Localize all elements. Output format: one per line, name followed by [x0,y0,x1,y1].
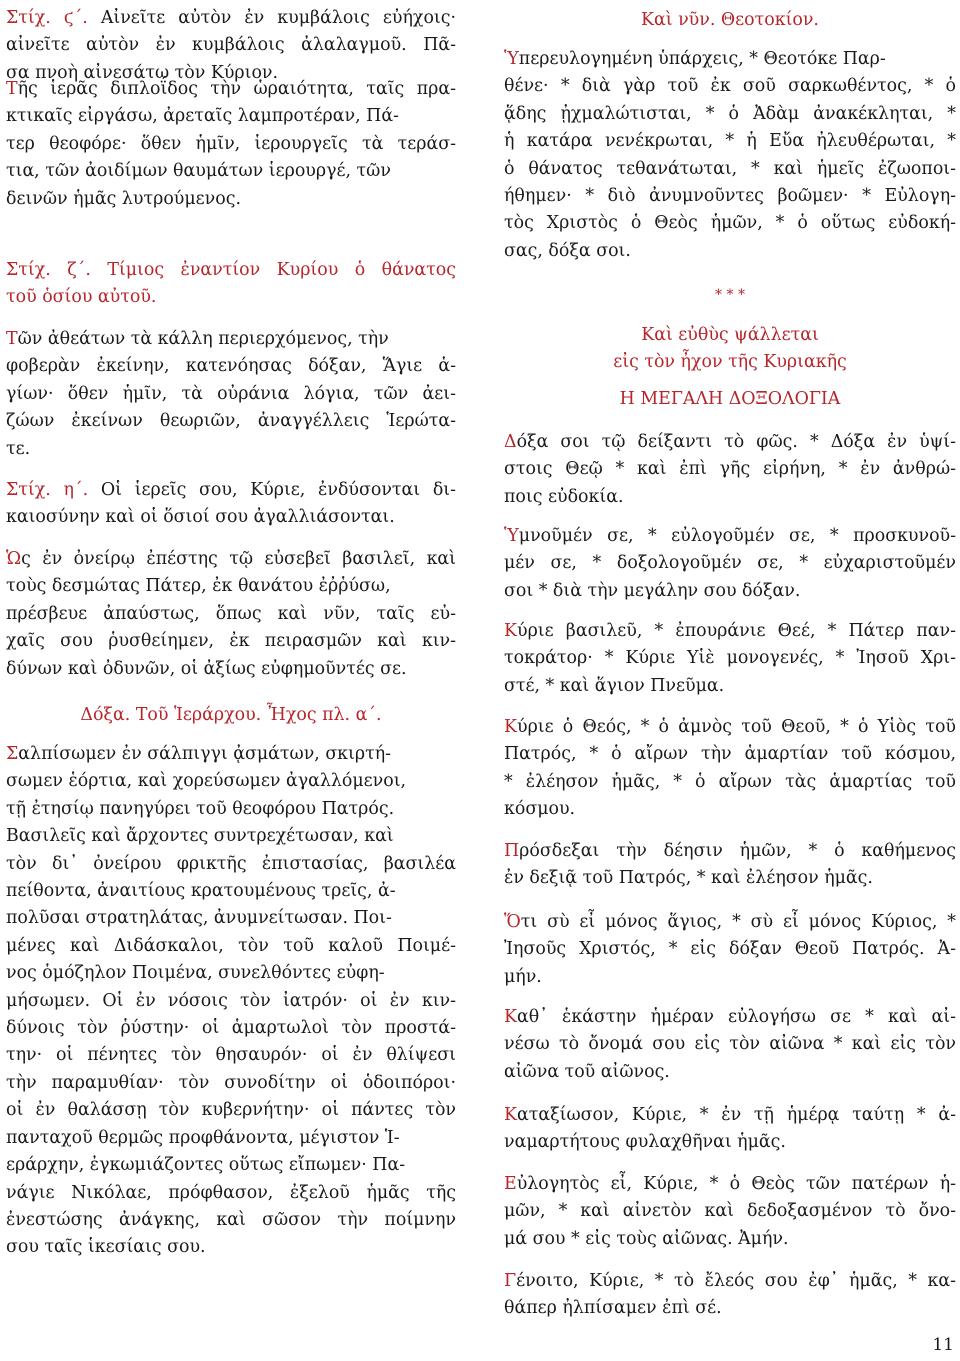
text-line: ποις εὐδοκία. [504,486,624,507]
rubric-heading [504,386,956,413]
text-line: Οἱ ἱερεῖς σου, Κύριε, ἐνδύσονται δι- [100,480,456,500]
text-line: πολῦσαι στρατηλάτας, ἀνυμνείτωσαν. Ποι- [6,908,392,929]
text-line: τὸν δι᾽ ὀνείρου φρικτῆς ἐπιστασίας, βασιλέα [6,853,456,874]
text-line: ναμαρτήτους φυλαχθῆναι ἡμᾶς. [504,1132,786,1153]
text-line: την· οἱ πένητες τὸν θησαυρόν· οἱ ἐν θλίψεσι [6,1045,456,1066]
red-initial: Κ [504,1007,517,1027]
hymn-paragraph [504,429,956,511]
page-number: 11 [932,1335,954,1355]
text-line: κτικαῖς εἰργάσω, ἀρεταῖς λαμπροτέραν, Πά- [6,106,399,127]
text-line: χαῖς σου ῥυσθείημεν, ἐκ πειρασμῶν καὶ κιν- [6,631,456,652]
hymn-paragraph [504,1004,956,1086]
text-line: μνοῦμέν σε, * εὐλογοῦμέν σε, * προσκυνοῦ- [518,526,956,546]
rubric-heading [504,322,956,377]
text-line: Καὶ νῦν. Θεοτοκίον. [641,10,819,30]
red-initial: Ὑ [504,49,519,69]
text-line: ἡ κατάρα νενέκρωται, * ἡ Εὔα ἠλευθέρωται, * [504,131,956,152]
text-line: ἐν δεξιᾷ τοῦ Πατρός, * καὶ ἐλέησον ἡμᾶς. [504,868,873,889]
text-line: σα πνοὴ αἰνεσάτω τὸν Κύριον. [6,62,279,83]
text-line: πείθοντα, ἀναιτίους κρατουμένους τρεῖς, ἀ- [6,881,396,902]
hymn-paragraph [6,546,456,683]
text-line: τοὺς δεσμώτας Πάτερ, ἐκ θανάτου ἐῤῥύσω, [6,576,391,597]
text-line: Καὶ εὐθὺς ψάλλεται [641,325,819,345]
hymn-paragraph [504,714,956,824]
text-line: ὁ θάνατος τεθανάτωται, * καὶ ἡμεῖς ἐζωοποι- [504,158,956,179]
text-line: καιοσύνην καὶ οἱ ὅσιοί σου ἀγαλλιάσονται. [6,507,395,528]
hymn-paragraph [6,76,456,213]
verse-line [6,5,456,87]
text-line: ῆς ἱερᾶς διπλοΐδος τὴν ὡραιότητα, ταῖς πρα- [17,79,456,99]
rubric-heading [504,7,956,34]
text-line: φοβερὰν ἐκείνην, κατενόησας δόξαν, Ἅγιε ἁ- [6,356,456,377]
hymn-paragraph [504,46,956,265]
text-line: γίων· ὅθεν ἡμῖν, τὰ οὐράνια λόγια, τῶν ἀει- [6,383,456,404]
text-line: εράρχην, ἐγκωμιάζοντες οὕτως εἴπωμεν· Πα- [6,1155,406,1176]
text-line: ᾅδης ᾐχμαλώτισται, * ὁ Ἀδὰμ ἀνακέκληται, * [504,103,956,124]
text-line: σου ταῖς ἱκεσίαις σου. [6,1237,206,1258]
text-line: μῶν, * καὶ αἰνετὸν καὶ δεδοξασμένον τὸ ὄνο- [504,1201,956,1222]
text-line: Δόξα. Τοῦ Ἱεράρχου. Ἦχος πλ. α΄. [80,705,382,725]
verse-line [6,257,456,312]
text-line: μά σου * εἰς τοὺς αἰῶνας. Ἀμήν. [504,1228,789,1249]
text-line: Πατρός, * ὁ αἴρων τὴν ἁμαρτίαν τοῦ κόσμου, [504,744,956,765]
red-initial: Ὡ [6,549,22,569]
text-line: αταξίωσον, Κύριε, * ἐν τῇ ἡμέρᾳ ταύτῃ * ἀ- [517,1105,956,1125]
text-line: στοις Θεῷ * καὶ ἐπὶ γῆς εἰρήνη, * ἐν ἀνθρώ- [504,459,956,480]
text-line: νέσω τὸ ὄνομά σου εἰς τὸν αἰῶνα * καὶ εἰς τὸν [504,1034,956,1055]
text-line: τῇ ἐτησίῳ πανηγύρει τοῦ θεοφόρου Πατρός. [6,798,395,819]
text-line: Ἰησοῦς Χριστός, * εἰς δόξαν Θεοῦ Πατρός. Ἀ- [504,939,956,960]
red-initial: Δ [504,432,517,452]
text-line: στέ, * καὶ ἅγιον Πνεῦμα. [504,675,725,696]
text-line: δεινῶν ἡμᾶς λυτρούμενος. [6,188,241,209]
text-line: τὴν παραμυθίαν· τὸν συνοδίτην οἱ ὁδοιπόροι· [6,1072,456,1093]
verse-label: Στίχ. η΄. [6,480,101,500]
red-initial: Τ [6,79,18,99]
text-line: ὐλογητὸς εἶ, Κύριε, * ὁ Θεὸς τῶν πατέρων ἡ- [516,1174,956,1194]
text-line: ήθημεν· * διὸ ἀνυμνοῦντες βοῶμεν· * Εὐλογη- [504,186,956,207]
text-line: αἰῶνα τοῦ αἰῶνος. [504,1061,670,1082]
hymn-paragraph [504,1268,956,1323]
red-initial: Ε [504,1174,517,1194]
text-line: σοι * διὰ τὴν μεγάλην σου δόξαν. [504,580,801,601]
text-line: τοκράτορ· * Κύριε Υἱὲ μονογενές, * Ἰησοῦ Χρι- [504,648,956,669]
text-line: μένες καὶ Διδάσκαλοι, τὸν τοῦ καλοῦ Ποιμέ- [6,935,456,956]
text-line: τι σὺ εἶ μόνος ἅγιος, * σὺ εἶ μόνος Κύριος, * [520,912,956,932]
text-line: τια, τῶν ἀοιδίμων θαυμάτων ἱερουργέ, τῶν [6,161,391,182]
text-line: τὸς Χριστὸς ὁ Θεὸς ἡμῶν, * ὁ οὕτως εὐδοκή- [504,213,956,234]
red-initial: Τ [6,329,18,349]
hymn-paragraph [504,1102,956,1157]
text-line: μήν. [504,966,542,987]
text-line: Βασιλεῖς καὶ ἄρχοντες συντρεχέτωσαν, καὶ [6,826,394,847]
text-line: περευλογημένη ὑπάρχεις, * Θεοτόκε Παρ- [518,49,886,69]
text-line: αθ᾽ ἑκάστην ἡμέραν εὐλογήσω σε * καὶ αἰ- [517,1007,956,1027]
text-line: ρόσδεξαι τὴν δέησιν ἡμῶν, * ὁ καθήμενος [519,841,956,861]
hymn-paragraph [6,326,456,463]
hymn-paragraph [504,909,956,991]
red-initial: Ὑ [504,526,519,546]
hymn-paragraph [504,838,956,893]
rubric-heading [504,282,956,309]
verse-label: Στίχ. ϛ΄. [6,8,101,28]
text-line: τοῦ ὁσίου αὐτοῦ. [6,287,157,308]
hymn-paragraph [504,618,956,700]
text-line: οἱ ἐν θαλάσσῃ τὸν κυβερνήτην· οἱ πάντες τὸν [6,1100,456,1121]
rubric-heading [6,702,456,729]
text-line: Η ΜΕΓΑΛΗ ΔΟΞΟΛΟΓΙΑ [619,389,841,409]
text-line: σας, δόξα σοι. [504,240,631,261]
text-line: κόσμου. [504,799,576,820]
red-initial: Κ [504,717,517,737]
text-line: μήσωμεν. Οἱ ἐν νόσοις τὸν ἰατρόν· οἱ ἐν κιν- [6,990,456,1011]
text-line: ύριε ὁ Θεός, * ὁ ἀμνὸς τοῦ Θεοῦ, * ὁ Υἱὸς τοῦ [517,717,956,737]
text-line: ύριε βασιλεῦ, * ἐπουράνιε Θεέ, * Πάτερ παν- [517,621,956,641]
hymn-paragraph [504,1171,956,1253]
text-line: τε. [6,438,31,459]
text-line: όξα σοι τῷ δείξαντι τὸ φῶς. * Δόξα ἐν ὑψί- [516,432,956,452]
red-initial: Κ [504,1105,517,1125]
text-line: θάπερ ἠλπίσαμεν ἐπὶ σέ. [504,1298,722,1319]
text-line: εἰς τὸν ἦχον τῆς Κυριακῆς [613,352,847,373]
red-initial: Ὅ [504,912,521,932]
red-initial: Κ [504,621,517,641]
text-line: δύνων καὶ ὀδυνῶν, οἱ ἀξίως εὐφημοῦντές σε. [6,658,407,679]
text-line: ἐνεστώσης ἀνάγκης, καὶ σῶσον τὴν ποίμνην [6,1209,456,1230]
red-initial: Σ [6,744,19,764]
text-line: Στίχ. ζ΄. Τίμιος ἐναντίον Κυρίου ὁ θάνατος [6,260,456,280]
text-line: ζώων ἐκείνων θεωριῶν, ἀναγγέλλεις Ἱερώτα- [6,411,456,432]
red-initial: Γ [504,1271,517,1291]
text-line: πρέσβευε ἀπαύστως, ὅπως καὶ νῦν, ταῖς εὐ- [6,603,456,624]
text-line: μέν σε, * δοξολογοῦμέν σε, * εὐχαριστοῦμέν [504,553,956,574]
hymn-paragraph [504,523,956,605]
text-line: * * * [715,287,745,303]
text-line: πανταχοῦ θερμῶς προφθάνοντα, μέγιστον Ἱ- [6,1127,400,1148]
red-initial: Π [504,841,520,861]
verse-line [6,477,456,532]
hymn-paragraph [6,741,456,1262]
text-line: ένοιτο, Κύριε, * τὸ ἔλεός σου ἐφ᾽ ἡμᾶς, * κα- [516,1271,956,1291]
text-line: ῶν ἀθεάτων τὰ κάλλη περιερχόμενος, τὴν [17,329,389,349]
text-line: θένε· * διὰ γὰρ τοῦ ἐκ σοῦ σαρκωθέντος, * ὁ [504,76,956,97]
text-line: * ἐλέησον ἡμᾶς, * ὁ αἴρων τὰς ἁμαρτίας τοῦ [504,771,956,792]
text-line: σωμεν ἑόρτια, καὶ χορεύσωμεν ἀγαλλόμενοι, [6,771,407,792]
text-line: τερ θεοφόρε· ὅθεν ἡμῖν, ἱερουργεῖς τὰ τεράσ- [6,133,456,154]
text-line: ς ἐν ὀνείρῳ ἐπέστης τῷ εὐσεβεῖ βασιλεῖ, καὶ [21,549,456,569]
text-line: νος ὁμόζηλον Ποιμένα, συνελθόντες εὐφη- [6,963,385,984]
text-line: νάγιε Νικόλαε, πρόφθασον, ἐξελοῦ ἡμᾶς τῆς [6,1182,456,1203]
text-line: αλπίσωμεν ἐν σάλπιγγι ᾀσμάτων, σκιρτή- [18,744,392,764]
text-line: Αἰνεῖτε αὐτὸν ἐν κυμβάλοις εὐήχοις· [100,8,457,28]
text-line: δύνοις τὸν ῥύστην· οἱ ἁμαρτωλοὶ τὸν προστά- [6,1018,456,1039]
text-line: αἰνεῖτε αὐτὸν ἐν κυμβάλοις ἀλαλαγμοῦ. Πᾶ- [6,35,456,56]
